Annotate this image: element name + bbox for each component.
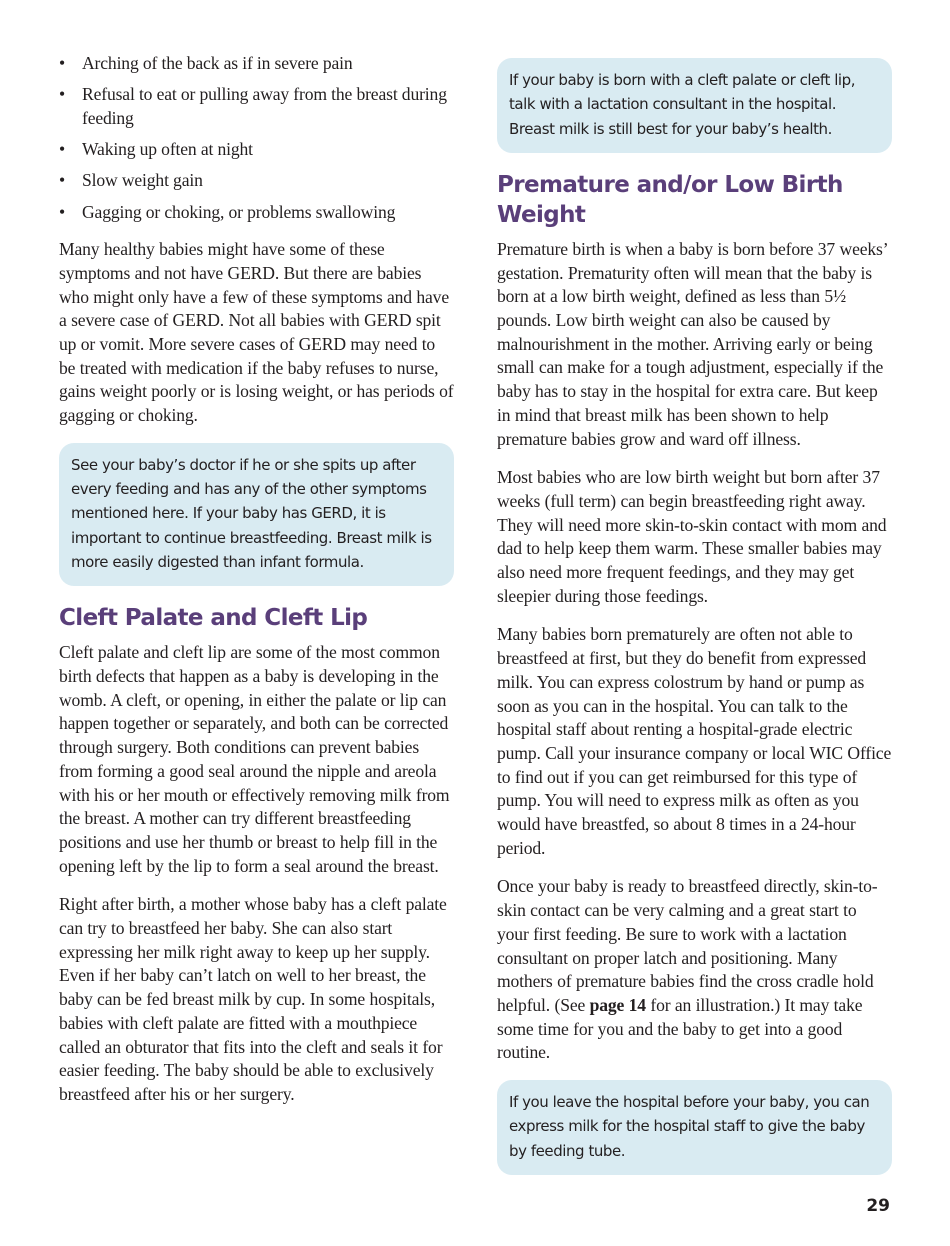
gerd-callout: See your baby’s doctor if he or she spits up after every feeding and has any of the other symptoms mentioned here. If your baby has GERD, it is important to continue breastfeeding. Breast milk is more easily digested than infant formula. <box>59 443 454 586</box>
gerd-paragraph: Many healthy babies might have some of these symptoms and not have GERD. But there are babies who might only have a few of these symptoms and have a severe case of GERD. Not all babies with GERD spit up or vomit. More severe cases of GERD may need to be treated with medication if the baby refuses to nurse, gains weight poorly or is losing weight, or has periods of gagging or choking. <box>59 239 454 426</box>
bullet-icon: • <box>59 53 66 73</box>
premature-paragraph-4: Once your baby is ready to breastfeed directly, skin-to-skin contact can be very calming and a great start to your first feeding. Be sure to work with a lactation consultant on proper latch and positioning. Many mothers of premature babies find the cross cradle hold helpful. (See page 14 for an illustration.) It may take some time for you and the baby to get into a good routine. <box>497 876 878 1063</box>
left-column <box>59 52 454 1122</box>
premature-paragraph-3: Many babies born prematurely are often not able to breastfeed at first, but they do benefit from expressed milk. You can express colostrum by hand or pump as soon as you can in the hospital. You can talk to the hospital staff about renting a hospital-grade electric pump. Call your insurance company or local WIC Office to find out if you can get reimbursed for this type of pump. You will need to express milk as often as you would have breastfed, so about 8 times in a 24-hour period. <box>497 624 892 858</box>
cleft-callout: If your baby is born with a cleft palate or cleft lip, talk with a lactation consultant in the hospital. Breast milk is still best for your baby’s health. <box>497 58 892 153</box>
list-item: • Slow weight gain <box>59 169 454 193</box>
premature-heading: Premature and/or Low Birth Weight <box>497 171 843 228</box>
list-item: • Waking up often at night <box>59 138 454 162</box>
cleft-heading: Cleft Palate and Cleft Lip <box>59 605 368 632</box>
cleft-paragraph-1: Cleft palate and cleft lip are some of the most common birth defects that happen as a baby is developing in the womb. A cleft, or opening, in either the palate or lip can happen together or separately, and both can be corrected through surgery. Both conditions can prevent babies from forming a good seal around the nipple and areola with his or her mouth or effectively removing milk from the breast. A mother can try different breastfeeding positions and use her thumb or breast to help fill in the opening left by the lip to form a seal around the breast. <box>59 642 450 876</box>
bullet-icon: • <box>59 201 66 222</box>
list-item: • Arching of the back as if in severe pain <box>59 52 454 76</box>
bullet-icon: • <box>59 139 66 160</box>
list-item: • Gagging or choking, or problems swallowing <box>59 201 454 225</box>
cleft-paragraph-2: Right after birth, a mother whose baby has a cleft palate can try to breastfeed her baby. She can also start expressing her milk right away to keep up her supply. Even if her baby can’t latch on well to her breast, the baby can be fed breast milk by cup. In some hospitals, babies with cleft palate are fitted with a mouthpiece called an obturator that fits into the cleft and seals it for easier feeding. The baby should be able to exclusively breastfeed after his or her surgery. <box>59 894 447 1104</box>
premature-paragraph-1: Premature birth is when a baby is born before 37 weeks’ gestation. Prematurity often will mean that the baby is born at a low birth weight, defined as less than 5½ pounds. Low birth weight can also be caused by malnourishment in the mother. Arriving early or being small can make for a tough adjustment, especially if the baby has to stay in the hospital for extra care. But keep in mind that breast milk has been shown to help premature babies grow and ward off illness. <box>497 238 888 449</box>
bullet-icon: • <box>59 84 66 105</box>
page-number: 29 <box>866 1196 890 1216</box>
hospital-callout: If you leave the hospital before your baby, you can express milk for the hospital staff to give the baby by feeding tube. <box>497 1080 892 1175</box>
bullet-icon: • <box>59 170 66 191</box>
gerd-symptom-list <box>59 52 454 224</box>
premature-paragraph-2: Most babies who are low birth weight but born after 37 weeks (full term) can begin breastfeeding right away. They will need more skin-to-skin contact with mom and dad to help keep them warm. These smaller babies may also need more frequent feedings, and they may get sleepier during those feedings. <box>497 467 887 606</box>
list-item: • Refusal to eat or pulling away from the breast during feeding <box>59 84 447 128</box>
page-reference: page 14 <box>589 994 646 1015</box>
right-column <box>497 58 892 1192</box>
